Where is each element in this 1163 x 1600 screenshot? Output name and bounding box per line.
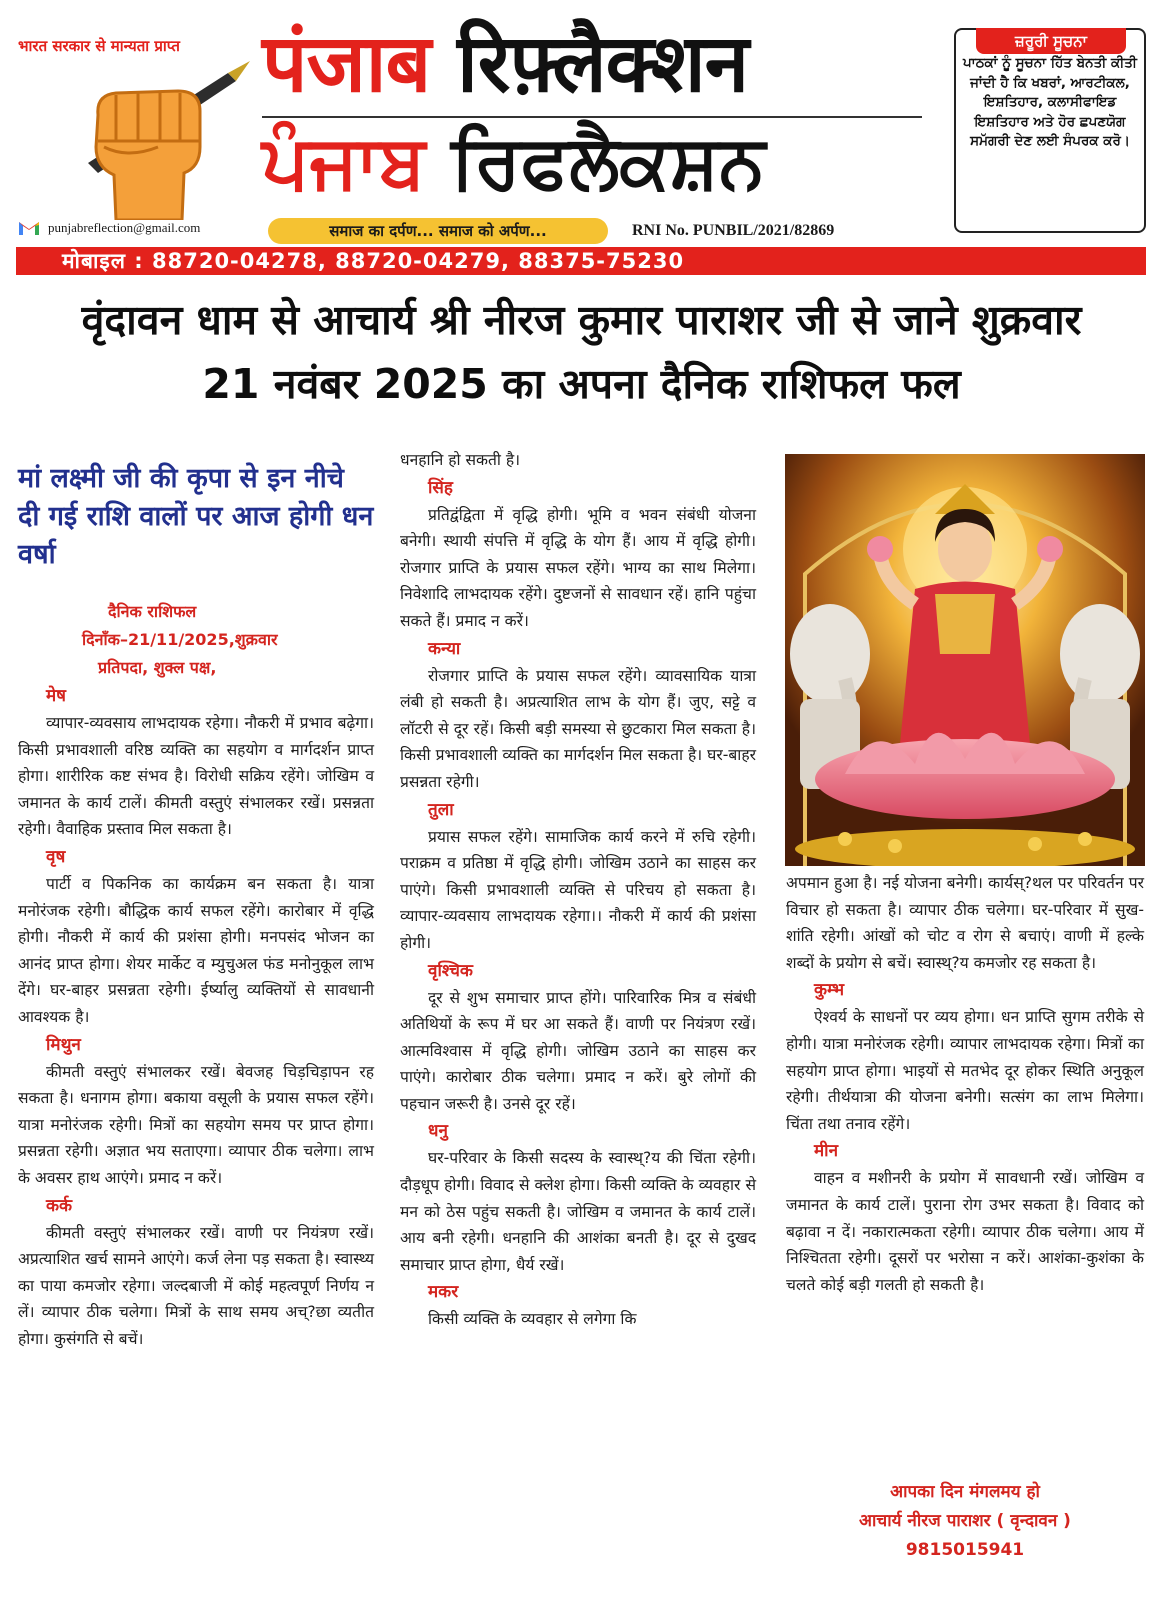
title-hindi-word-2: रिफ़्लैक्शन [457,17,749,110]
mobile-numbers-bar: मोबाइल : 88720-04278, 88720-04279, 88375-75230 [16,247,1146,275]
rashi-heading-meen: मीन [814,1141,839,1162]
title-punjabi-word-2: ਰਿਫਲੈਕਸ਼ਨ [451,119,766,205]
rashi-heading-vrish: वृष [46,846,66,867]
rashi-heading-kark: कर्क [46,1195,73,1216]
masthead [0,0,1163,273]
rashifal-meta [18,598,374,682]
goddess-lakshmi-image [785,454,1145,866]
fist-holding-pen-icon [58,55,258,220]
email-address[interactable]: punjabreflection@gmail.com [48,220,201,235]
column-1 [18,460,374,1352]
title-divider [262,116,922,118]
notice-title: ਜ਼ਰੂਰੀ ਸੂਚਨਾ [976,28,1126,54]
rashi-heading-kanya: कन्या [428,638,461,659]
rashifal-label: दैनिक राशिफल [108,602,197,621]
rashi-text-makar: किसी व्यक्ति के व्यवहार से लगेगा कि [428,1310,637,1329]
rashi-text-vrish: पार्टी व पिकनिक का कार्यक्रम बन सकता है। यात्रा मनोरंजक रहेगी। बौद्धिक कार्य सफल रहेंगे। कारोबार में वृद्धि होगी। नौकरी में कार्य की प्रशंसा होगी। मनपसंद भोजन का आनंद प्राप्त होगा। शेयर मार्केट व म्युचुअल फंड मनोनुकूल लाभ देंगे। घर-बाहर प्रसन्नता रहेगी। ईर्ष्यालु व्यक्तियों से सावधानी आवश्यक है। [18,874,374,1026]
rashi-heading-makar: मकर [428,1282,459,1303]
rashi-heading-dhanu: धनु [428,1121,448,1142]
rashi-heading-mithun: मिथुन [46,1034,81,1055]
rashi-text-dhanu: घर-परिवार के किसी सदस्य के स्वास्थ्?य की चिंता रहेगी। दौड़धूप होगी। विवाद से क्लेश होगा। किसी व्यक्ति के व्यवहार से मन को ठेस पहुंच सकती है। जोखिम व जमानत के कार्य टालें। आय बनी रहेगी। धनहानि की आशंका बनती है। दूर से दुखद समाचार प्राप्त होगा, धैर्य रखें। [400,1149,756,1274]
headline-line-1: वृंदावन धाम से आचार्य श्री नीरज कुमार पाराशर जी से जाने शुक्रवार [81,296,1082,344]
email-row [18,220,200,236]
rashifal-date: दिनाँक–21/11/2025,शुक्रवार [82,630,278,649]
rni-number: RNI No. PUNBIL/2021/82869 [632,222,835,239]
sub-heading: मां लक्ष्मी जी की कृपा से इन नीचे दी गई राशि वालों पर आज होगी धन वर्षा [18,463,374,570]
tagline: समाज का दर्पण... समाज को अर्पण... [268,218,608,244]
rashi-text-tula: प्रयास सफल रहेंगे। सामाजिक कार्य करने में रुचि रहेगी। पराक्रम व प्रतिष्ठा में वृद्धि होगी। जोखिम उठाने का साहस कर पाएंगे। किसी प्रभावशाली व्यक्ति से परिचय हो सकता है। व्यापार-व्यवसाय लाभदायक रहेगा।। नौकरी में कार्य की प्रशंसा होगी। [400,827,756,952]
rashi-text-mesh: व्यापार-व्यवसाय लाभदायक रहेगा। नौकरी में प्रभाव बढ़ेगा। किसी प्रभावशाली वरिष्ठ व्यक्ति का सहयोग व मार्गदर्शन प्राप्त होगा। शारीरिक कष्ट संभव है। विरोधी सक्रिय रहेंगे। जोखिम व जमानत के कार्य टालें। कीमती वस्तुएं संभालकर रखें। प्रसन्नता रहेगी। वैवाहिक प्रस्ताव मिल सकता है। [18,714,374,839]
rashi-text-kumbh: ऐश्वर्य के साधनों पर व्यय होगा। धन प्राप्ति सुगम तरीके से होगी। यात्रा मनोरंजक रहेगी। व्यापार लाभदायक रहेगा। मित्रों का सहयोग प्राप्त होगा। भाइयों से मतभेद दूर होकर स्थिति अनुकूल रहेगी। तीर्थयात्रा की योजना बनेगी। सत्संग का लाभ मिलेगा। चिंता तथा तनाव रहेंगे। [786,1008,1144,1133]
headline-line-2: 21 नवंबर 2025 का अपना दैनिक राशिफल फल [202,360,961,408]
closing-author: आचार्य नीरज पाराशर ( वृन्दावन ) [859,1511,1071,1531]
title-hindi-word-1: पंजाब [262,17,431,110]
gmail-icon [18,220,40,236]
closing-phone[interactable]: 9815015941 [905,1540,1025,1560]
rashi-text-mithun: कीमती वस्तुएं संभालकर रखें। बेवजह चिड़चिड़ापन रह सकता है। धनागम होगा। बकाया वसूली के प्रयास सफल रहेंगे। यात्रा मनोरंजक रहेगी। मित्रों का सहयोग समय पर प्राप्त होगा। प्रसन्नता रहेगी। अज्ञात भय सताएगा। व्यापार ठीक चलेगा। लाभ के अवसर हाथ आएंगे। प्रमाद न करें। [18,1062,374,1187]
headline [0,288,1163,416]
column-3 [786,870,1144,1298]
closing-signature [786,1478,1144,1565]
govt-recognition: भारत सरकार से मान्यता प्राप्त [18,37,180,55]
rashi-text-kanya: रोजगार प्राप्ति के प्रयास सफल रहेंगे। व्यावसायिक यात्रा लंबी हो सकती है। अप्रत्याशित लाभ के योग हैं। जुए, सट्टे व लॉटरी से दूर रहें। किसी बड़ी समस्या से छुटकारा मिल सकता है। किसी प्रभावशाली व्यक्ति का मार्गदर्शन मिल सकता है। घर-बाहर प्रसन्नता रहेगी। [400,666,756,791]
rashi-heading-singh: सिंह [428,477,453,498]
title-hindi [262,17,749,110]
title-punjabi [262,119,766,205]
rashi-heading-mesh: मेष [46,686,66,706]
column-2 [400,447,756,1333]
rashi-text-kark: कीमती वस्तुएं संभालकर रखें। वाणी पर नियंत्रण रखें। अप्रत्याशित खर्च सामने आएंगे। कर्ज लेना पड़ सकता है। स्वास्थ्य का पाया कमजोर रहेगा। जल्दबाजी में कोई महत्वपूर्ण निर्णय न लें। व्यापार ठीक चलेगा। मित्रों के साथ समय अच्?छा व्यतीत होगा। कुसंगति से बचें। [18,1223,374,1348]
rashi-text-kark-continued: धनहानि हो सकती है। [400,451,521,469]
rashi-text-makar-continued: अपमान हुआ है। नई योजना बनेगी। कार्यस्?थल पर परिवर्तन पर विचार हो सकता है। व्यापार ठीक चलेगा। घर-परिवार में सुख-शांति रहेगी। आंखों को चोट व रोग से बचाएं। वाणी में हल्के शब्दों के प्रयोग से बचें। स्वास्थ्?य कमजोर रह सकता है। [786,874,1144,972]
rashifal-tithi: प्रतिपदा, शुक्ल पक्ष, [98,658,217,677]
rashi-text-meen: वाहन व मशीनरी के प्रयोग में सावधानी रखें। जोखिम व जमानत के कार्य टालें। पुराना रोग उभर सकता है। विवाद को बढ़ावा न दें। नकारात्मकता रहेगी। व्यापार ठीक चलेगा। आय में निश्चितता रहेगी। दूसरों पर भरोसा न करें। आशंका-कुशंका के चलते कोई बड़ी गलती हो सकती है। [786,1169,1144,1294]
notice-text: ਪਾਠਕਾਂ ਨੂੰ ਸੂਚਨਾ ਹਿੱਤ ਬੇਨਤੀ ਕੀਤੀ ਜਾਂਦੀ ਹੈ ਕਿ ਖਬਰਾਂ, ਆਰਟੀਕਲ, ਇਸ਼ਤਿਹਾਰ, ਕਲਾਸੀਫਾਇਡ ਇਸ਼ਤਿਹਾਰ ਅਤੇ ਹੋਰ ਛਪਣਯੋਗ ਸਮੱਗਰੀ ਦੇਣ ਲਈ ਸੰਪਰਕ ਕਰੋ। [963,55,1137,150]
rashi-heading-vrishchik: वृश्चिक [428,960,473,981]
important-notice-box [954,28,1146,233]
title-punjabi-word-1: ਪੰਜਾਬ [262,119,426,205]
rashi-text-singh: प्रतिद्वंद्विता में वृद्धि होगी। भूमि व भवन संबंधी योजना बनेगी। स्थायी संपत्ति में वृद्धि के योग हैं। आय में वृद्धि होगी। रोजगार प्राप्ति के प्रयास सफल रहेंगे। भाग्य का साथ मिलेगा। निवेशादि लाभदायक रहेंगे। दुष्टजनों से सावधान रहें। हानि पहुंचा सकते हैं। प्रमाद न करें। [400,505,756,630]
rashi-heading-kumbh: कुम्भ [814,980,845,1001]
rashi-text-vrishchik: दूर से शुभ समाचार प्राप्त होंगे। पारिवारिक मित्र व संबंधी अतिथियों के रूप में घर आ सकते हैं। वाणी पर नियंत्रण रखें। आत्मविश्वास में वृद्धि होगी। जोखिम उठाने का साहस कर पाएंगे। कारोबार ठीक चलेगा। प्रमाद न करें। बुरे लोगों की पहचान जरूरी है। उनसे दूर रहें। [400,988,756,1113]
closing-wish: आपका दिन मंगलमय हो [890,1482,1040,1502]
rashi-heading-tula: तुला [428,799,454,820]
